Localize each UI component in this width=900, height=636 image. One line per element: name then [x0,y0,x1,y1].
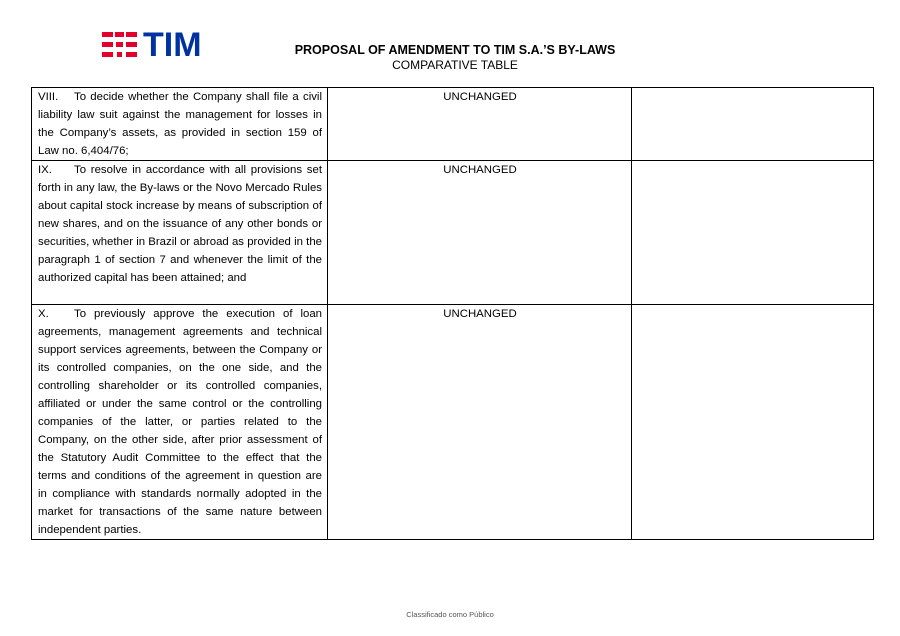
item-number: X. [38,308,49,320]
item-text: To resolve in accordance with all provisions set forth in any law, the By-laws or the Novo Mercado Rules about capital stock increase by means of subscription of new shares, and on the issuance of any other bonds or securities, whether in Brazil or abroad as provided in the paragraph 1 of section 7 and whenever the limit of the authorized capital has been attained; and [38,164,322,284]
company-logo [102,26,202,64]
justification-cell [632,88,874,161]
justification-cell [632,305,874,540]
tim-logo-icon [102,30,137,60]
item-number: VIII. [38,91,59,103]
status-text: UNCHANGED [443,164,517,176]
current-text-cell [32,161,328,305]
comparative-table [31,87,874,540]
table-row [32,88,874,161]
document-subtitle: COMPARATIVE TABLE [392,58,518,72]
item-text: To previously approve the execution of loan agreements, management agreements and technical support services agreements, between the Company or its controlled companies, on the one side, and the controlling shareholder or its controlled companies, affiliated or under the same control or the controlling companies of the latter, or parties related to the Company, on the other side, after prior assessment of the Statutory Audit Committee to the effect that the terms and conditions of the agreement in question are in compliance with standards normally adopted in the market for transactions of the same nature between independent parties. [38,308,322,536]
status-text: UNCHANGED [443,308,517,320]
proposal-cell [328,161,632,305]
status-text: UNCHANGED [443,91,517,103]
item-text: To decide whether the Company shall file a civil liability law suit against the management for losses in the Company’s assets, as provided in section 159 of Law no. 6,404/76; [38,91,322,157]
document-title: PROPOSAL OF AMENDMENT TO TIM S.A.’S BY-LAWS [294,43,616,57]
classification-footer: Classificado como Público [406,610,494,619]
proposal-cell [328,88,632,161]
item-number: IX. [38,164,52,176]
table-row [32,161,874,305]
current-text-cell [32,88,328,161]
justification-cell [632,161,874,305]
proposal-cell [328,305,632,540]
logo-wordmark: TIM [143,26,202,64]
table-row [32,305,874,540]
current-text-cell [32,305,328,540]
